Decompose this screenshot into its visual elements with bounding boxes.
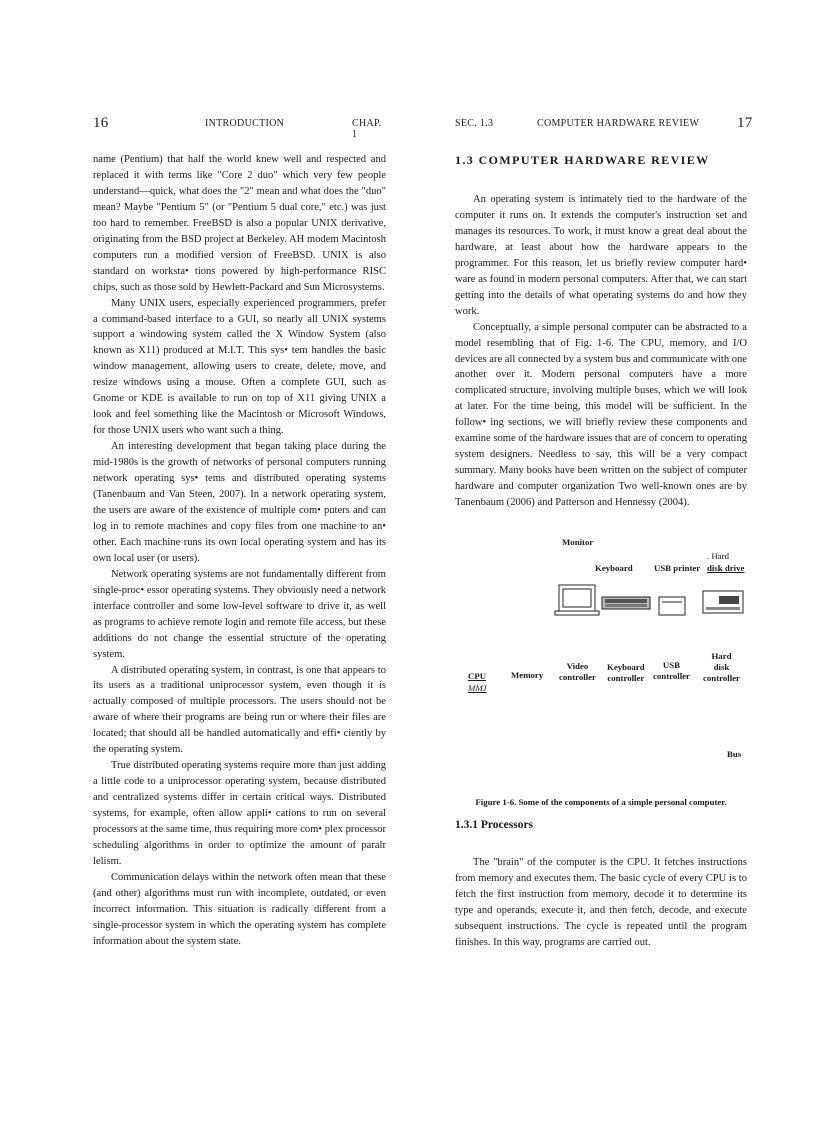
label-cpu: CPU	[468, 671, 487, 682]
paragraph: Conceptually, a simple personal computer can be abstracted to a model resembling that of Fig. 1-6. The CPU, memory, and I/O devices are all connected by a system bus and communicate with one another over it. Modern personal computers have a more complicated structure, involving multiple buses, which we will look at later. For the time being, this model will be sufficient. In the follow• ing sections, we will briefly review these components and examine some of the hardware issues that are of concern to operating system designers. Needless to say, this will be a very compact summary. Many books have been written on the subject of computer hardware and computer organization Two well-known ones are by Tanenbaum (2006) and Patterson and Hennessy (2004).	[455, 321, 747, 509]
right-running-header	[455, 115, 753, 134]
label-keyboard: Keyboard	[595, 563, 633, 574]
printer-icon	[659, 597, 685, 615]
left-running-header	[93, 115, 386, 140]
paragraph: name (Pentium) that half the world knew well and respected and replaced it with terms like "Core 2 duo" which very few people understand—quick, what does the "2" mean and what does the "duo" mean? Maybe "Pentium 5" (or "Pentium 5 dual core," etc.) was just too hard to remember. FreeBSD is also a popular UNIX derivative, originating from the BSD project at Berkeley. AH modem Macintosh computers run a modified version of FreeBSD. UNIX is also standard on worksta• tions powered by high-performance RISC chips, such as those sold by Hewlett-Packard and Sun Microsystems.	[93, 154, 386, 293]
monitor-icon	[555, 585, 599, 615]
figure-caption: Figure 1-6. Some of the components of a simple personal computer.	[475, 797, 727, 808]
label-line: Hard	[711, 651, 732, 662]
right-header-title: COMPUTER HARDWARE REVIEW	[537, 118, 700, 129]
subsection-title: 1.3.1 Processors	[455, 819, 534, 832]
paragraph: The "brain" of the computer is the CPU. It fetches instructions from memory and executes them. The basic cycle of every CPU is to fetch the first instruction from memory, decode it to determine its type and operands, execute it, and then fetch, decode, and execute subsequent instructions. The cycle is repeated until the program finishes. In this way, programs are carried out.	[455, 857, 747, 948]
label-hard: . Hard	[707, 551, 729, 562]
right-header-section: SEC. 1.3	[455, 118, 494, 129]
label-bus: Bus	[727, 749, 742, 760]
paragraph: Communication delays within the network often mean that these (and other) algorithms must run with incomplete, outdated, or even incorrect information. This situation is radically different from a single-processor system in which the operating system has complete information about the system state.	[93, 871, 386, 947]
label-disk-drive: disk drive	[707, 563, 745, 574]
label-mmu: MMJ	[468, 683, 487, 694]
label-line: disk	[713, 662, 730, 673]
left-header-title: INTRODUCTION	[205, 118, 285, 129]
left-header-chapter: CHAP. 1	[352, 118, 382, 140]
label-keyboard-controller	[607, 662, 645, 684]
figure-1-6	[455, 525, 747, 817]
label-video-controller	[559, 661, 596, 683]
label-line: Keyboard	[607, 662, 645, 673]
label-monitor: Monitor	[562, 537, 594, 548]
label-line: controller	[607, 673, 645, 684]
label-usb-controller	[653, 660, 690, 682]
left-body-column	[93, 152, 386, 950]
section-title: 1.3 COMPUTER HARDWARE REVIEW	[455, 153, 710, 167]
label-memory: Memory	[511, 670, 544, 681]
label-disk-controller	[703, 651, 740, 684]
label-line: controller	[653, 671, 690, 682]
label-line: controller	[559, 672, 596, 683]
label-line: USB	[662, 660, 681, 671]
paragraph: True distributed operating systems require more than just adding a little code to a uniprocessor operating system, because distributed and centralized systems differ in certain critical ways. Distributed systems, for example, often allow appli• cations to run on several processors at the same time, thus requiring more com• plex processor scheduling algorithms in order to optimize the amount of paralr lelism.	[93, 760, 386, 867]
keyboard-icon	[602, 597, 650, 609]
paragraph: An interesting development that began taking place during the mid-1980s is the growth of networks of personal computers running network operating sys• tems and distributed operating systems (Tanenbaum and Van Steen, 2007). In a network operating system, the users are aware of the existence of multiple com• puters and can log in to remote machines and copy files from one machine to an• other. Each machine runs its own local operating system and has its own local user (or users).	[93, 441, 386, 564]
right-body-column	[455, 152, 747, 951]
label-line: Video	[566, 661, 589, 672]
hard-disk-icon	[703, 591, 743, 613]
left-page-number: 16	[93, 115, 109, 131]
label-line: controller	[703, 673, 740, 684]
right-page-number: 17	[737, 115, 753, 131]
paragraph: An operating system is intimately tied to the hardware of the computer it runs on. It extends the computer's instruction set and manages its resources. To work, it must know a great deal about the hardware, at least about how the hardware appears to the programmer. For this reason, let us briefly review computer hard• ware as found in modern personal computers. After that, we can start getting into the details of what operating systems do and how they work.	[455, 194, 747, 317]
paragraph: Many UNIX users, especially experienced programmers, prefer a command-based interface to a GUI, so nearly all UNIX systems support a windowing system called the X Window System (also known as X11) produced at M.I.T. This sys• tem handles the basic window management, allowing users to create, delete, move, and resize windows using a mouse. Often a complete GUI, such as Gnome or KDE is available to run on top of X11 giving UNIX a look and feel something like the Macintosh or Microsoft Windows, for those UNIX users who want such a thing.	[93, 297, 386, 437]
label-usb-printer: USB printer	[654, 563, 701, 574]
paragraph: Network operating systems are not fundamentally different from single-proc• essor operating systems. They obviously need a network interface controller and some low-level software to drive it, as well as programs to achieve remote login and remote file access, but these additions do not change the essential structure of the operating system.	[93, 568, 386, 660]
paragraph: A distributed operating system, in contrast, is one that appears to its users as a traditional uniprocessor system, even though it is actually composed of multiple processors. The users should not be aware of where their programs are being run or where their files are located; that should all be handled automatically and effi• ciently by the operating system.	[93, 664, 386, 756]
